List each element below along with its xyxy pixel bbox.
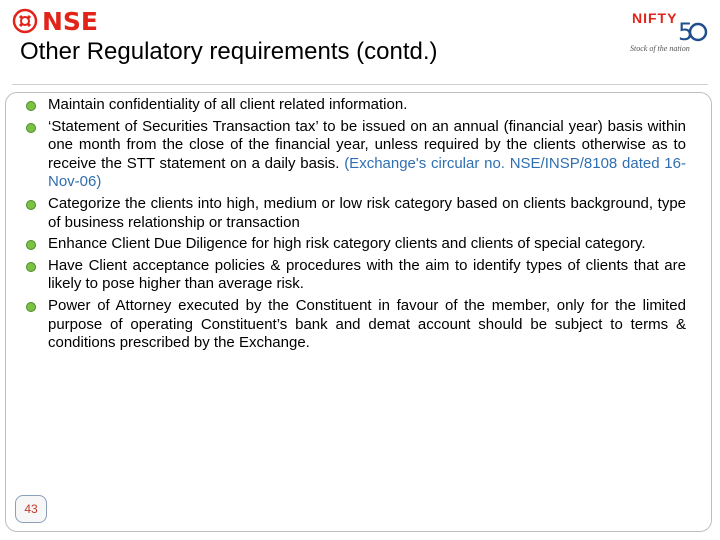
list-item xyxy=(26,297,686,353)
nse-logo-text: NSE xyxy=(42,6,99,36)
bullet-content xyxy=(26,96,686,356)
nifty-logo-number: 5 xyxy=(678,18,694,44)
nifty-50-emblem-icon xyxy=(678,16,708,44)
list-item xyxy=(26,118,686,192)
header-divider xyxy=(12,84,708,85)
bullet-icon xyxy=(26,302,36,312)
bullet-text: ‘Statement of Securities Transaction tax’ to be issued on an annual (financial year) basis within one month from the close of the financial year, unless required by the clients otherwise as to receive the STT statement on a daily basis. xyxy=(48,117,686,172)
page-number: 43 xyxy=(15,495,47,523)
bullet-list xyxy=(26,96,686,353)
bullet-text: Maintain confidentiality of all client related information. xyxy=(48,96,408,113)
page-title: Other Regulatory requirements (contd.) xyxy=(20,38,438,65)
nse-logo xyxy=(12,6,98,36)
bullet-icon xyxy=(26,101,36,111)
nifty-logo-text: NIFTY xyxy=(632,10,678,26)
list-item xyxy=(26,195,686,232)
list-item xyxy=(26,257,686,294)
list-item xyxy=(26,235,686,254)
nifty-tagline: Stock of the nation xyxy=(630,44,690,53)
bullet-text: Categorize the clients into high, medium or low risk category based on clients background, type of business relationship or transaction xyxy=(48,194,686,231)
bullet-icon xyxy=(26,123,36,133)
circular-reference: (Exchange's circular no. NSE/INSP/8108 dated 16-Nov-06) xyxy=(48,154,686,191)
nifty-logo xyxy=(630,8,710,56)
list-item xyxy=(26,96,686,115)
bullet-text: Enhance Client Due Diligence for high risk category clients and clients of special category. xyxy=(48,235,646,253)
bullet-icon xyxy=(26,200,36,210)
bullet-icon xyxy=(26,240,36,250)
bullet-text: Power of Attorney executed by the Constituent in favour of the member, only for the limited purpose of operating Constituent’s bank and demat account should be subject to terms & conditions prescribed by the Exchange. xyxy=(48,296,686,352)
nse-emblem-icon xyxy=(12,8,38,34)
bullet-icon xyxy=(26,262,36,272)
bullet-text: Have Client acceptance policies & procedures with the aim to identify types of clients that are likely to pose higher than average risk. xyxy=(48,256,686,293)
